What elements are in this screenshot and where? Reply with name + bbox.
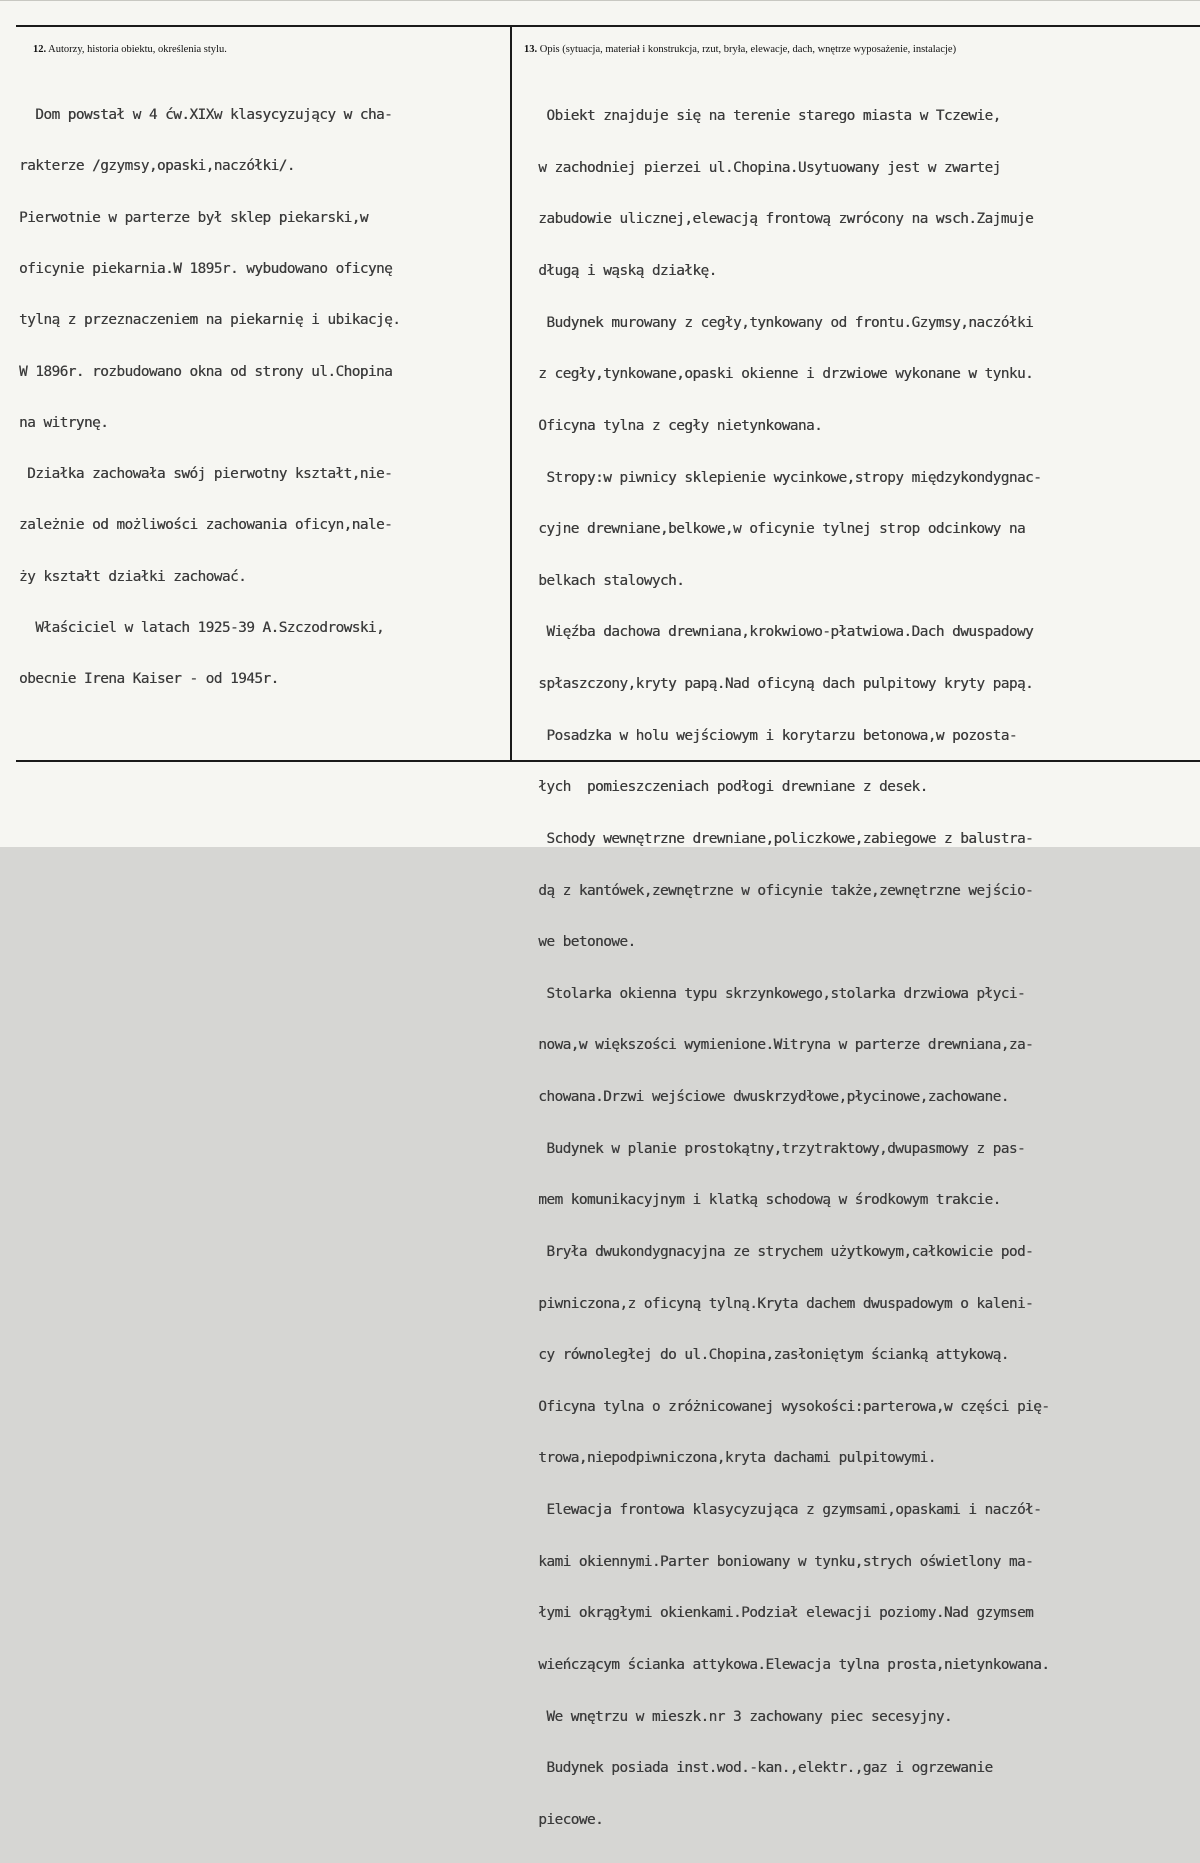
text-line: ży kształt działki zachować. — [19, 568, 247, 585]
text-line: wieńczącym ścianka attykowa.Elewacja tylna prosta,nietynkowana. — [522, 1656, 1050, 1673]
section-13-heading — [524, 44, 956, 55]
text-line: Oficyna tylna z cegły nietynkowana. — [522, 417, 823, 434]
text-line: Obiekt znajduje się na terenie starego miasta w Tczewie, — [522, 108, 1001, 125]
text-line: rakterze /gzymsy,opaski,naczółki/. — [19, 158, 295, 175]
section-12-heading — [33, 44, 227, 55]
section-12-number: 12. — [33, 44, 47, 55]
top-border — [16, 25, 1200, 27]
section-12-title: Autorzy, historia obiektu, określenia stylu. — [48, 44, 227, 55]
text-line: Dom powstał w 4 ćw.XIXw klasycyzujący w cha- — [19, 107, 393, 124]
text-line: cy równoległej do ul.Chopina,zasłoniętym ścianką attykową. — [522, 1347, 1009, 1364]
column-divider — [510, 26, 512, 761]
section-12-text — [19, 73, 400, 723]
section-13-number: 13. — [524, 44, 538, 55]
text-line: chowana.Drzwi wejściowe dwuskrzydłowe,płycinowe,zachowane. — [522, 1089, 1009, 1106]
text-line: W 1896r. rozbudowano okna od strony ul.Chopina — [19, 363, 393, 380]
text-line: obecnie Irena Kaiser - od 1945r. — [19, 671, 279, 688]
text-line: Elewacja frontowa klasycyzująca z gzymsami,opaskami i naczół- — [522, 1502, 1042, 1519]
text-line: na witrynę. — [19, 414, 109, 431]
text-line: Posadzka w holu wejściowym i korytarzu betonowa,w pozosta- — [522, 727, 1017, 744]
text-line: Schody wewnętrzne drewniane,policzkowe,zabiegowe z balustra- — [522, 830, 1034, 847]
text-line: Pierwotnie w parterze był sklep piekarski,w — [19, 209, 368, 226]
text-line: we betonowe. — [522, 934, 636, 951]
text-line: zależnie od możliwości zachowania oficyn,nale- — [19, 517, 393, 534]
text-line: łych pomieszczeniach podłogi drewniane z desek. — [522, 779, 928, 796]
text-line: piecowe. — [522, 1811, 604, 1828]
text-line: długą i wąską działkę. — [522, 263, 717, 280]
text-line: Budynek murowany z cegły,tynkowany od frontu.Gzymsy,naczółki — [522, 314, 1034, 331]
text-line: nowa,w większości wymienione.Witryna w parterze drewniana,za- — [522, 1037, 1034, 1054]
text-line: dą z kantówek,zewnętrzne w oficynie także,zewnętrzne wejścio- — [522, 882, 1034, 899]
text-line: łymi okrągłymi okienkami.Podział elewacji poziomy.Nad gzymsem — [522, 1605, 1034, 1622]
text-line: mem komunikacyjnym i klatką schodową w środkowym trakcie. — [522, 1192, 1001, 1209]
text-line: Oficyna tylna o zróżnicowanej wysokości:parterowa,w części pię- — [522, 1398, 1050, 1415]
text-line: Budynek w planie prostokątny,trzytraktowy,dwupasmowy z pas- — [522, 1140, 1026, 1157]
section-13-title: Opis (sytuacja, materiał i konstrukcja, rzut, bryła, elewacje, dach, wnętrze wyposażenie, instalacje) — [539, 44, 957, 55]
text-line: Właściciel w latach 1925-39 A.Szczodrowski, — [19, 620, 385, 636]
text-line: Stolarka okienna typu skrzynkowego,stolarka drzwiowa płyci- — [522, 985, 1026, 1002]
text-line: spłaszczony,kryty papą.Nad oficyną dach pulpitowy kryty papą. — [522, 676, 1034, 693]
text-line: z cegły,tynkowane,opaski okienne i drzwiowe wykonane w tynku. — [522, 366, 1034, 383]
text-line: Więźba dachowa drewniana,krokwiowo-płatwiowa.Dach dwuspadowy — [522, 624, 1034, 641]
text-line: tylną z przeznaczeniem na piekarnię i ubikację. — [19, 312, 401, 329]
text-line: Bryła dwukondygnacyjna ze strychem użytkowym,całkowicie pod- — [522, 1243, 1034, 1260]
text-line: kami okiennymi.Parter boniowany w tynku,strych oświetlony ma- — [522, 1553, 1034, 1570]
text-line: Budynek posiada inst.wod.-kan.,elektr.,gaz i ogrzewanie — [522, 1760, 993, 1777]
text-line: We wnętrzu w mieszk.nr 3 zachowany piec secesyjny. — [522, 1708, 953, 1725]
text-line: Działka zachowała swój pierwotny kształt,nie- — [19, 466, 393, 483]
text-line: w zachodniej pierzei ul.Chopina.Usytuowany jest w zwartej — [522, 159, 1001, 176]
text-line: oficynie piekarnia.W 1895r. wybudowano oficynę — [19, 261, 393, 278]
text-line: belkach stalowych. — [522, 572, 685, 589]
section-13-text — [522, 74, 1049, 1863]
text-line: trowa,niepodpiwniczona,kryta dachami pulpitowymi. — [522, 1450, 936, 1467]
text-line: Stropy:w piwnicy sklepienie wycinkowe,stropy międzykondygnac- — [522, 469, 1042, 486]
text-line: cyjne drewniane,belkowe,w oficynie tylnej strop odcinkowy na — [522, 521, 1026, 538]
text-line: zabudowie ulicznej,elewacją frontową zwrócony na wsch.Zajmuje — [522, 211, 1034, 228]
text-line: piwniczona,z oficyną tylną.Kryta dachem dwuspadowym o kaleni- — [522, 1295, 1034, 1312]
